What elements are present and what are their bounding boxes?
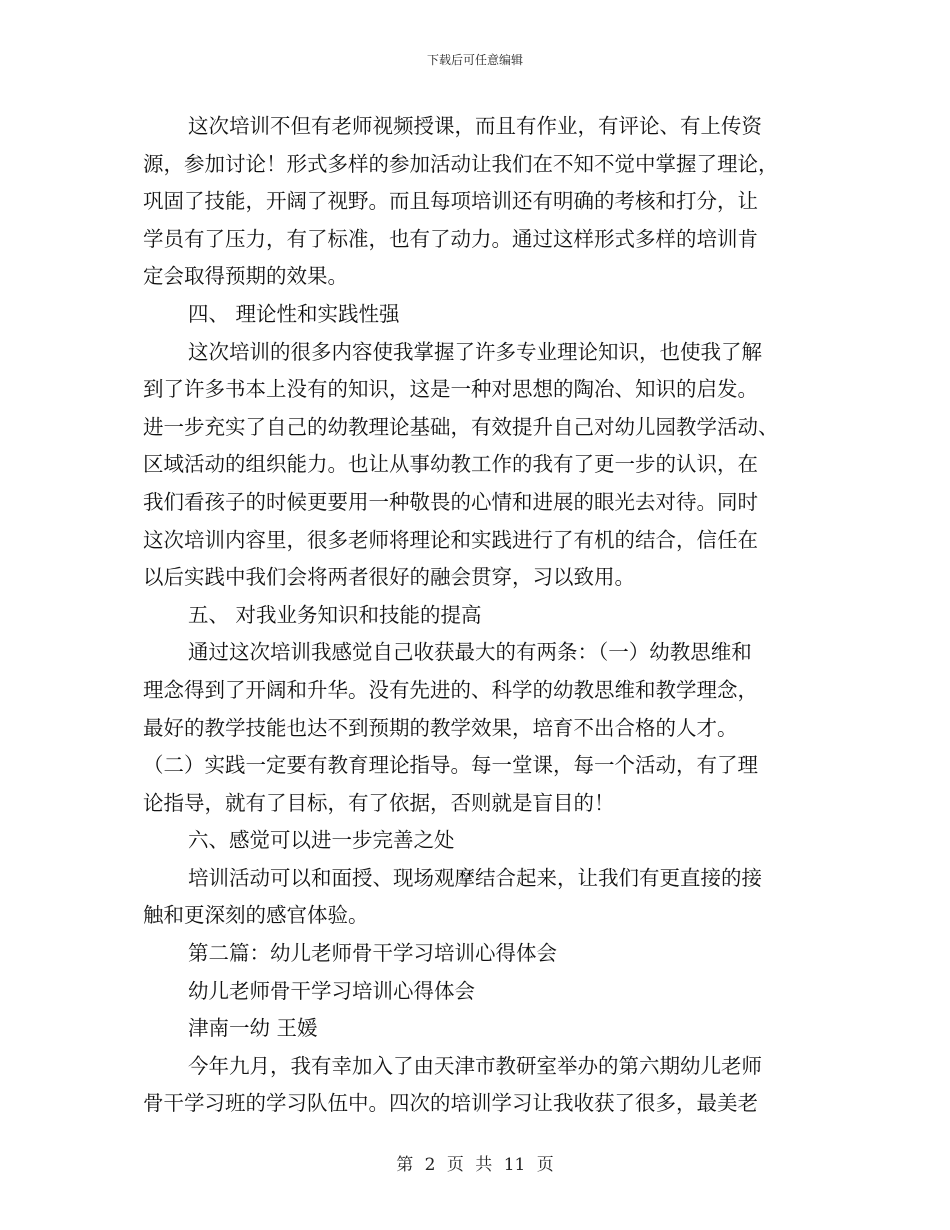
text-line: 理念得到了开阔和升华。没有先进的、科学的幼教思维和教学理念，	[143, 677, 758, 702]
text-line: 培训活动可以和面授、现场观摩结合起来，让我们有更直接的接	[188, 865, 762, 890]
text-line: 学员有了压力，有了标准，也有了动力。通过这样形式多样的培训肯	[143, 226, 758, 251]
text-line: 最好的教学技能也达不到预期的教学效果，培育不出合格的人才。	[143, 715, 738, 740]
text-line: （二）实践一定要有教育理论指导。每一堂课，每一个活动，有了理	[143, 753, 758, 778]
text-line: 论指导，就有了目标，有了依据，否则就是盲目的！	[143, 790, 615, 815]
text-line: 今年九月，我有幸加入了由天津市教研室举办的第六期幼儿老师	[188, 1053, 762, 1078]
text-line: 巩固了技能，开阔了视野。而且每项培训还有明确的考核和打分，让	[143, 189, 758, 214]
text-line: 触和更深刻的感官体验。	[143, 903, 369, 928]
page-number-footer: 第 2 页 共 11 页	[396, 1155, 554, 1175]
text-line: 骨干学习班的学习队伍中。四次的培训学习让我收获了很多，最美老	[143, 1091, 758, 1116]
text-line: 到了许多书本上没有的知识，这是一种对思想的陶冶、知识的启发。	[143, 377, 758, 402]
text-line: 以后实践中我们会将两者很好的融会贯穿，习以致用。	[143, 565, 635, 590]
text-line: 津南一幼 王媛	[188, 1016, 318, 1041]
text-line: 五、 对我业务知识和技能的提高	[188, 602, 482, 627]
text-line: 区域活动的组织能力。也让从事幼教工作的我有了更一步的认识，在	[143, 452, 758, 477]
text-line: 六、感觉可以进一步完善之处	[188, 828, 455, 853]
text-line: 幼儿老师骨干学习培训心得体会	[188, 978, 475, 1003]
text-line: 我们看孩子的时候更要用一种敬畏的心情和进展的眼光去对待。同时	[143, 489, 758, 514]
text-line: 进一步充实了自己的幼教理论基础，有效提升自己对幼儿园教学活动、	[143, 414, 779, 439]
text-line: 这次培训的很多内容使我掌握了许多专业理论知识，也使我了解	[188, 339, 762, 364]
document-body	[143, 108, 808, 1123]
text-line: 定会取得预期的效果。	[143, 264, 348, 289]
text-line: 通过这次培训我感觉自己收获最大的有两条：（一）幼教思维和	[188, 640, 752, 665]
text-line: 第二篇：幼儿老师骨干学习培训心得体会	[188, 941, 557, 966]
page-header-note: 下载后可任意编辑	[426, 53, 523, 67]
text-line: 这次培训内容里，很多老师将理论和实践进行了有机的结合，信任在	[143, 527, 758, 552]
text-line: 四、 理论性和实践性强	[188, 301, 400, 326]
text-line: 这次培训不但有老师视频授课，而且有作业，有评论、有上传资	[188, 114, 762, 138]
text-line: 源，参加讨论！形式多样的参加活动让我们在不知不觉中掌握了理论，	[143, 151, 779, 176]
